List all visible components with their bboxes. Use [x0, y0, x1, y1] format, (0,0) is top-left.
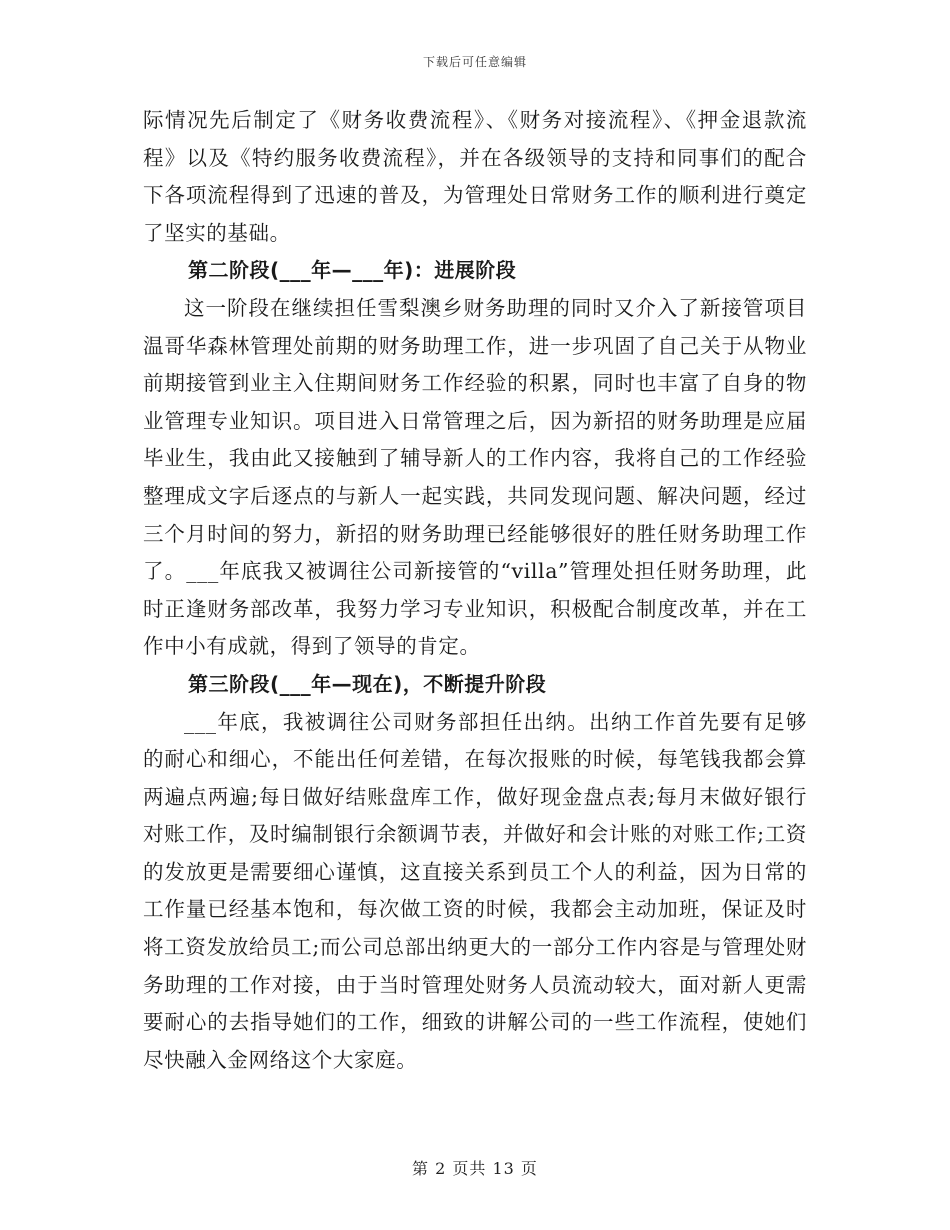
document-body — [143, 102, 807, 1079]
page-number-footer: 第 2 页共 13 页 — [412, 1159, 538, 1178]
section-heading-stage-two: 第二阶段(___年—___年)：进展阶段 — [188, 258, 517, 283]
paragraph-stage-three: ___年底，我被调往公司财务部担任出纳。出纳工作首先要有足够的耐心和细心，不能出任何差错，在每次报账的时候，每笔钱我都会算两遍点两遍;每日做好结账盘库工作，做好现金盘点表;每月末做好银行对账工作，及时编制银行余额调节表，并做好和会计账的对账工作;工资的发放更是需要细心谨慎，这直接关系到员工个人的利益，因为日常的工作量已经基本饱和，每次做工资的时候，我都会主动加班，保证及时将工资发放给员工;而公司总部出纳更大的一部分工作内容是与管理处财务助理的工作对接，由于当时管理处财务人员流动较大，面对新人更需要耐心的去指导她们的工作，细致的讲解公司的一些工作流程，使她们尽快融入金网络这个大家庭。 — [143, 709, 807, 1072]
page-header: 下载后可任意编辑 — [422, 55, 527, 69]
section-heading-stage-three: 第三阶段(___年—现在)，不断提升阶段 — [188, 671, 547, 696]
paragraph-continued: 际情况先后制定了《财务收费流程》、《财务对接流程》、《押金退款流程》以及《特约服务收费流程》，并在各级领导的支持和同事们的配合下各项流程得到了迅速的普及，为管理处日常财务工作的顺利进行奠定了坚实的基础。 — [143, 108, 807, 245]
paragraph-stage-two: 这一阶段在继续担任雪梨澳乡财务助理的同时又介入了新接管项目温哥华森林管理处前期的财务助理工作，进一步巩固了自己关于从物业前期接管到业主入住期间财务工作经验的积累，同时也丰富了自身的物业管理专业知识。项目进入日常管理之后，因为新招的财务助理是应届毕业生，我由此又接触到了辅导新人的工作内容，我将自己的工作经验整理成文字后逐点的与新人一起实践，共同发现问题、解决问题，经过三个月时间的努力，新招的财务助理已经能够很好的胜任财务助理工作了。___年底我又被调往公司新接管的“villa”管理处担任财务助理，此时正逢财务部改革，我努力学习专业知识，积极配合制度改革，并在工作中小有成就，得到了领导的肯定。 — [143, 295, 807, 659]
